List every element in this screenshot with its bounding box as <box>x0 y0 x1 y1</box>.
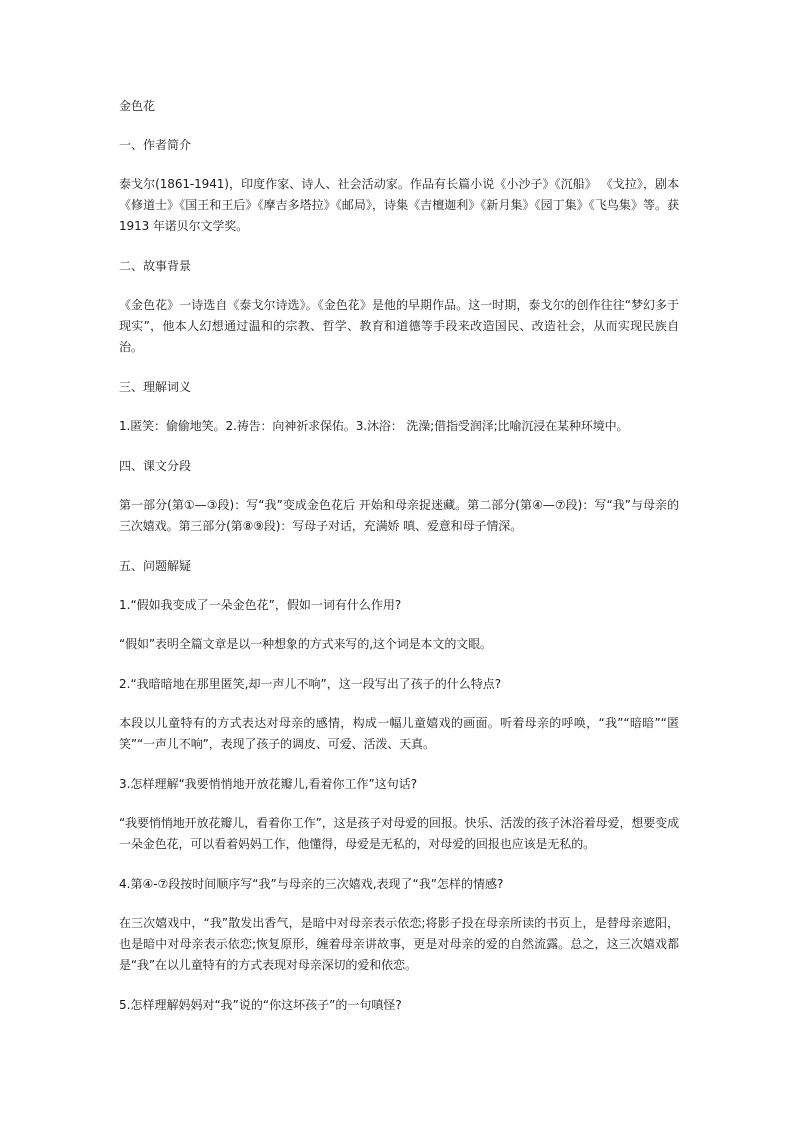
section-heading-questions: 五、问题解疑 <box>119 559 192 573</box>
answer-2: 本段以儿童特有的方式表达对母亲的感情，构成一幅儿童嬉戏的画面。听着母亲的呼唤，“我”“暗暗”“匿笑”“一声儿不响”，表现了孩子的调皮、可爱、活泼、天真。 <box>119 716 679 751</box>
background-paragraph: 《金色花》一诗选自《泰戈尔诗选》。《金色花》是他的早期作品。这一时期，泰戈尔的创作往往“梦幻多于现实”，他本人幻想通过温和的宗教、哲学、教育和道德等手段来改造国民、改造社会，从而实现民族自治。 <box>119 298 679 354</box>
section-heading-background: 二、故事背景 <box>119 259 192 273</box>
section-heading-structure: 四、课文分段 <box>119 459 192 473</box>
section-heading-author: 一、作者简介 <box>119 138 192 152</box>
vocabulary-paragraph: 1.匿笑：偷偷地笑。2.祷告：向神祈求保佑。3.沐浴： 洗澡;借指受润泽;比喻沉浸在某种环境中。 <box>119 419 629 433</box>
author-paragraph: 泰戈尔(1861-1941)，印度作家、诗人、社会活动家。作品有长篇小说《小沙子》《沉船》 《戈拉》，剧本《修道士》《国王和王后》《摩吉多塔拉》《邮局》，诗集《吉檀迦利》《新月集》《园丁集》《飞鸟集》等。获 1913 年诺贝尔文学奖。 <box>119 177 679 233</box>
document-title: 金色花 <box>119 99 156 113</box>
answer-3: “我要悄悄地开放花瓣儿，看着你工作”，这是孩子对母爱的回报。快乐、活泼的孩子沐浴着母爱，想要变成一朵金色花，可以看着妈妈工作，他懂得，母爱是无私的，对母爱的回报也应该是无私的。 <box>119 816 679 851</box>
question-3: 3.怎样理解“我要悄悄地开放花瓣儿,看着你工作”这句话? <box>119 777 418 791</box>
document-content <box>119 96 679 1034</box>
question-5: 5.怎样理解妈妈对“我”说的“你这坏孩子”的一句嗔怪? <box>119 998 402 1012</box>
structure-paragraph: 第一部分(第①—③段)：写“我”变成金色花后 开始和母亲捉迷藏。第二部分(第④—⑦段)：写“我”与母亲的三次嬉戏。第三部分(第⑧⑨段)：写母子对话，充满娇 嗔、爱意和母子情深。 <box>119 498 679 533</box>
answer-1: “假如”表明全篇文章是以一种想象的方式来写的,这个词是本文的文眼。 <box>119 637 492 651</box>
answer-4: 在三次嬉戏中，“我”散发出香气，是暗中对母亲表示依恋;将影子投在母亲所读的书页上，是替母亲遮阳，也是暗中对母亲表示依恋;恢复原形，缠着母亲讲故事，更是对母亲的爱的自然流露。总之，这三次嬉戏都是“我”在以儿童特有的方式表现对母亲深切的爱和依恋。 <box>119 916 679 972</box>
section-heading-vocabulary: 三、理解词义 <box>119 380 192 394</box>
question-2: 2.“我暗暗地在那里匿笑,却一声儿不响”，这一段写出了孩子的什么特点? <box>119 677 502 691</box>
question-4: 4.第④-⑦段按时间顺序写“我”与母亲的三次嬉戏,表现了“我”怎样的情感? <box>119 877 504 891</box>
question-1: 1.“假如我变成了一朵金色花”，假如一词有什么作用? <box>119 598 402 612</box>
